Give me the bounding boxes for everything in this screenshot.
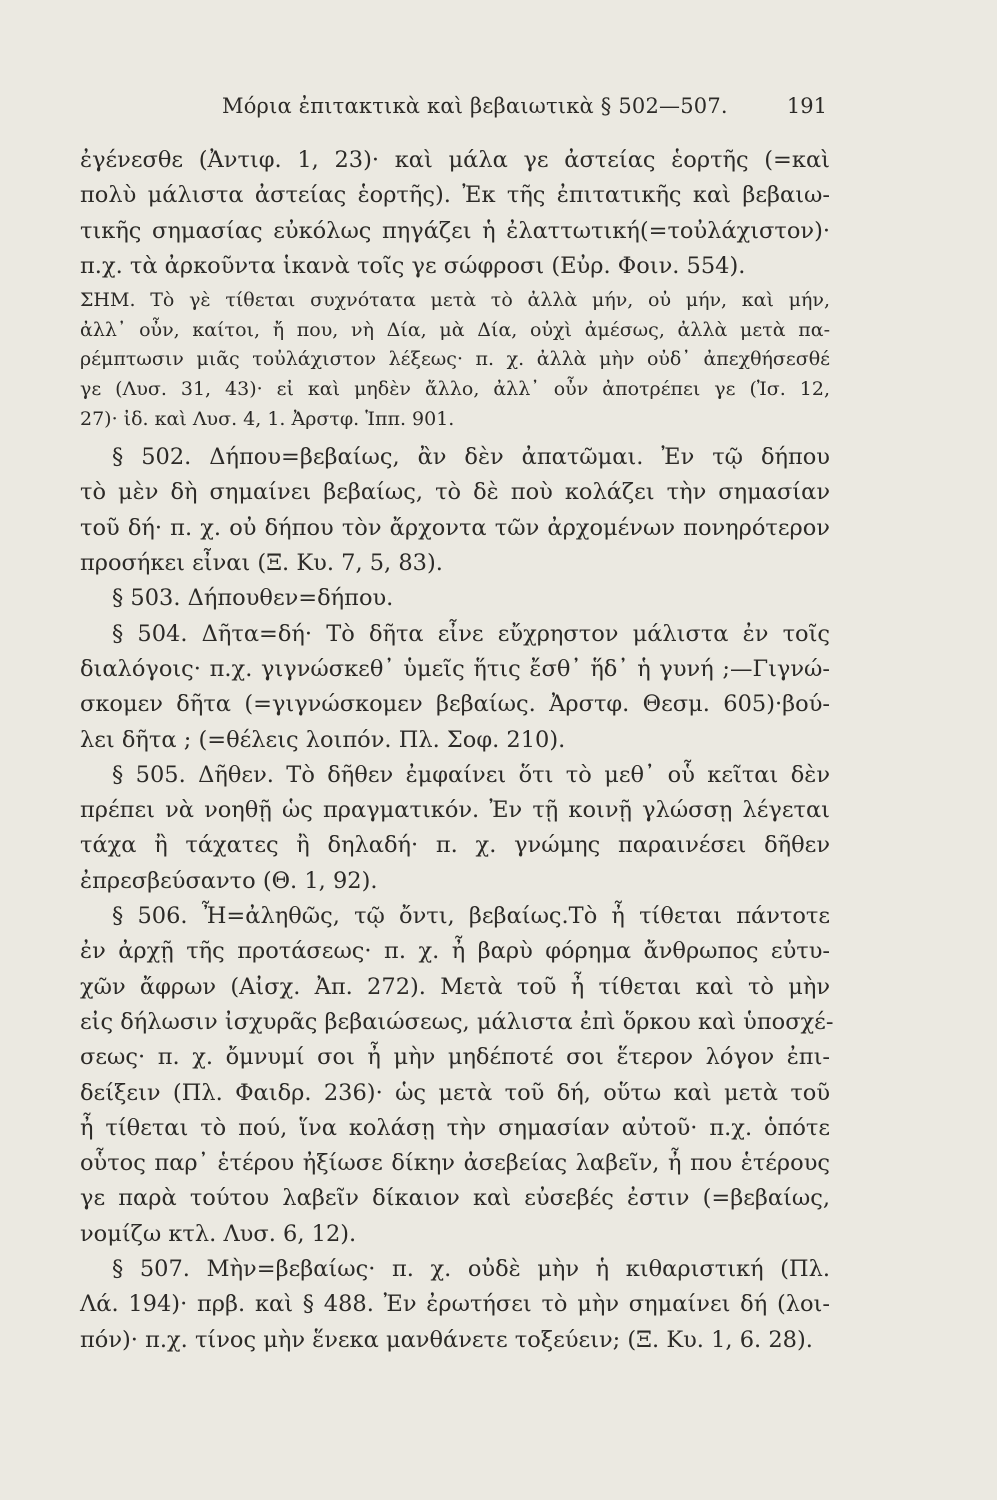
- text-line: τάχα ἢ τάχατες ἢ δηλαδή· π. χ. γνώμης παραινέσει δῆθεν: [80, 832, 830, 859]
- text-line: διαλόγοις· π.χ. γιγνώσκεθ᾽ ὑμεῖς ἥτις ἔσθ᾽ ἥδ᾽ ἡ γυνή ;—Γιγνώ-: [80, 655, 830, 682]
- text-line: νομίζω κτλ. Λυσ. 6, 12).: [80, 1220, 357, 1247]
- text-line: πρέπει νὰ νοηθῇ ὡς πραγματικόν. Ἐν τῇ κοινῇ γλώσσῃ λέγεται: [80, 797, 830, 824]
- text-line: τὸ μὲν δὴ σημαίνει βεβαίως, τὸ δὲ ποὺ κολάζει τὴν σημασίαν: [80, 479, 830, 506]
- section-506-line: § 506. Ἦ=ἀληθῶς, τῷ ὄντι, βεβαίως.Τὸ ἦ τίθεται πάντοτε: [112, 903, 830, 930]
- note-line: 27)· ἰδ. καὶ Λυσ. 4, 1. Ἀρστφ. Ἱππ. 901.: [80, 407, 455, 430]
- text-line: εἰς δήλωσιν ἰσχυρᾶς βεβαιώσεως, μάλιστα ἐπὶ ὅρκου καὶ ὑποσχέ-: [80, 1008, 834, 1035]
- text-line: χῶν ἄφρων (Αἰσχ. Ἀπ. 272). Μετὰ τοῦ ἦ τίθεται καὶ τὸ μὴν: [80, 973, 830, 1000]
- section-502-line: § 502. Δήπου=βεβαίως, ἂν δὲν ἀπατῶμαι. Ἐν τῷ δήπου: [112, 444, 830, 471]
- text-line: σεως· π. χ. ὄμνυμί σοι ἦ μὴν μηδέποτέ σοι ἕτερον λόγον ἐπι-: [80, 1044, 830, 1071]
- text-line: ἐγένεσθε (Ἀντιφ. 1, 23)· καὶ μάλα γε ἀστείας ἑορτῆς (=καὶ: [80, 147, 830, 173]
- text-line: τικῆς σημασίας εὐκόλως πηγάζει ἡ ἐλαττωτική(=τοὐλάχιστον)·: [80, 217, 830, 244]
- text-line: Λά. 194)· πρβ. καὶ § 488. Ἐν ἐρωτήσει τὸ μὴν σημαίνει δή (λοι-: [80, 1291, 830, 1318]
- text-line: λει δῆτα ; (=θέλεις λοιπόν. Πλ. Σοφ. 210).: [80, 726, 566, 753]
- text-line: οὗτος παρ᾽ ἑτέρου ἠξίωσε δίκην ἀσεβείας λαβεῖν, ἦ που ἑτέρους: [80, 1150, 830, 1177]
- section-507-line: § 507. Μὴν=βεβαίως· π. χ. οὐδὲ μὴν ἡ κιθαριστική (Πλ.: [112, 1255, 830, 1282]
- note-line: ρέμπτωσιν μιᾶς τοὐλάχιστον λέξεως· π. χ. ἀλλὰ μὴν οὐδ᾽ ἀπεχθήσεσθέ: [80, 348, 830, 371]
- text-line: πολὺ μάλιστα ἀστείας ἑορτῆς). Ἐκ τῆς ἐπιτατικῆς καὶ βεβαιω-: [80, 182, 830, 209]
- text-line: σκομεν δῆτα (=γιγνώσκομεν βεβαίως. Ἀρστφ. Θεσμ. 605)·βού-: [80, 691, 830, 718]
- text-line: πόν)· π.χ. τίνος μὴν ἕνεκα μανθάνετε τοξεύειν; (Ξ. Κυ. 1, 6. 28).: [80, 1326, 813, 1353]
- note-line: γε (Λυσ. 31, 43)· εἰ καὶ μηδὲν ἄλλο, ἀλλ᾽ οὖν ἀποτρέπει γε (Ἰσ. 12,: [80, 377, 830, 400]
- page-body: [80, 143, 834, 1358]
- page-header: [0, 94, 997, 124]
- running-title: Μόρια ἐπιτακτικὰ καὶ βεβαιωτικὰ § 502—507.: [222, 94, 728, 118]
- text-line: ἦ τίθεται τὸ πού, ἵνα κολάσῃ τὴν σημασίαν αὐτοῦ· π.χ. ὁπότε: [80, 1114, 830, 1141]
- text-line: τοῦ δή· π. χ. οὐ δήπου τὸν ἄρχοντα τῶν ἀρχομένων πονηρότερον: [80, 514, 830, 541]
- text-line: ἐπρεσβεύσαντο (Θ. 1, 92).: [80, 867, 378, 894]
- note-line: ἀλλ᾽ οὖν, καίτοι, ἤ που, νὴ Δία, μὰ Δία, οὐχὶ ἀμέσως, ἀλλὰ μετὰ πα-: [80, 318, 830, 341]
- section-504-line: § 504. Δῆτα=δή· Τὸ δῆτα εἶνε εὔχρηστον μάλιστα ἐν τοῖς: [112, 620, 830, 647]
- page-number: 191: [786, 94, 827, 118]
- text-line: γε παρὰ τούτου λαβεῖν δίκαιον καὶ εὐσεβές ἐστιν (=βεβαίως,: [80, 1185, 830, 1212]
- section-503-line: § 503. Δήπουθεν=δήπου.: [112, 585, 394, 612]
- note-block: [80, 286, 830, 434]
- text-line: ἐν ἀρχῇ τῆς προτάσεως· π. χ. ἦ βαρὺ φόρημα ἄνθρωπος εὐτυ-: [80, 938, 830, 965]
- section-505-line: § 505. Δῆθεν. Τὸ δῆθεν ἐμφαίνει ὅτι τὸ μεθ᾽ οὗ κεῖται δὲν: [112, 761, 830, 788]
- text-line: δείξειν (Πλ. Φαιδρ. 236)· ὡς μετὰ τοῦ δή, οὕτω καὶ μετὰ τοῦ: [80, 1079, 830, 1106]
- text-line: προσήκει εἶναι (Ξ. Κυ. 7, 5, 83).: [80, 550, 443, 577]
- note-line: ΣΗΜ. Τὸ γὲ τίθεται συχνότατα μετὰ τὸ ἀλλὰ μήν, οὐ μήν, καὶ μήν,: [80, 289, 830, 312]
- text-line: π.χ. τὰ ἀρκοῦντα ἱκανὰ τοῖς γε σώφροσι (Εὐρ. Φοιν. 554).: [80, 252, 746, 279]
